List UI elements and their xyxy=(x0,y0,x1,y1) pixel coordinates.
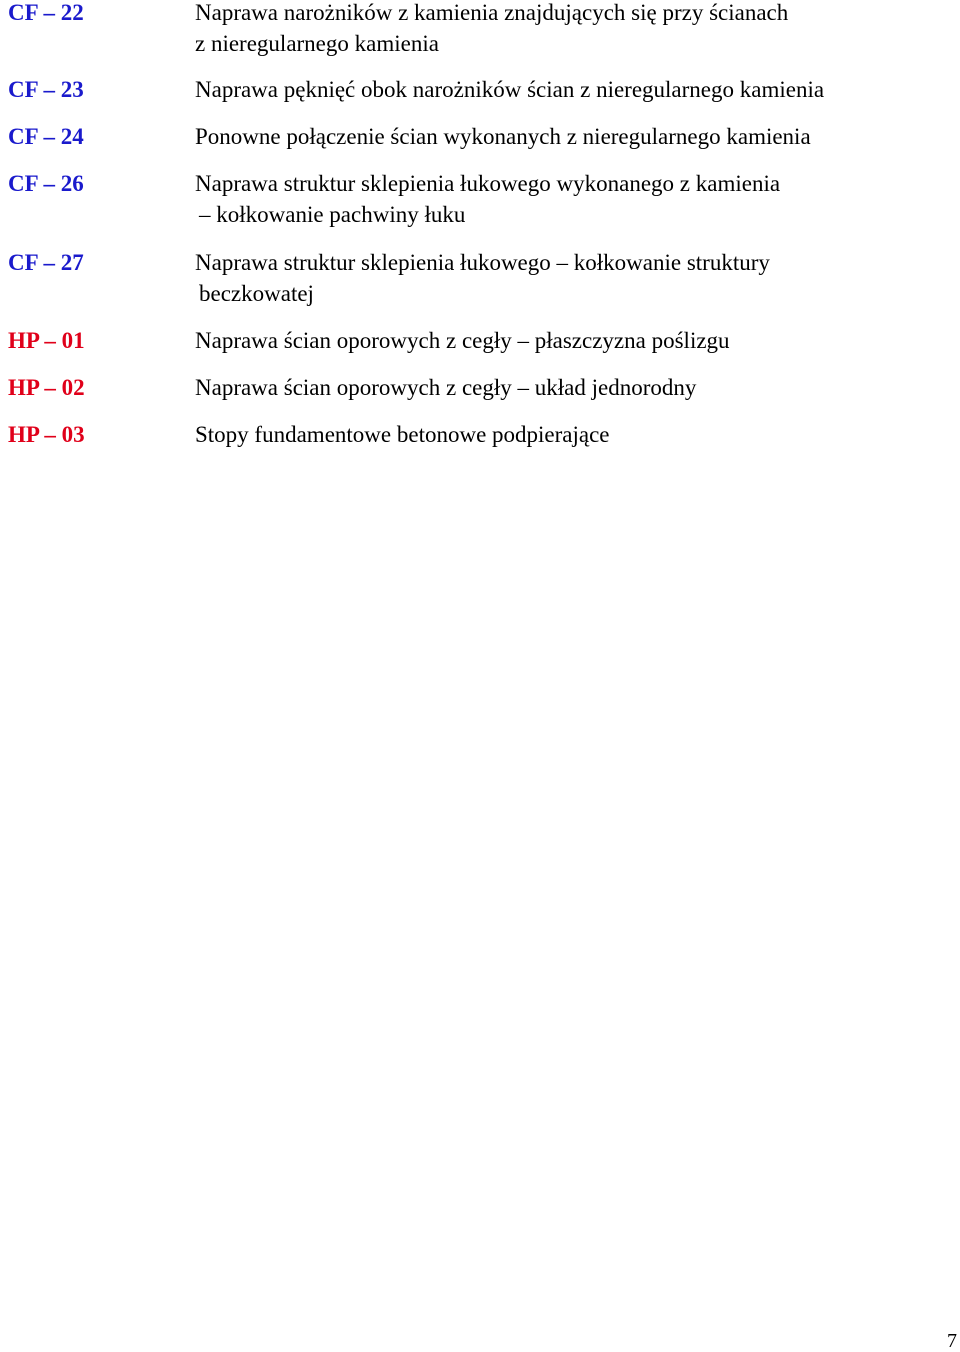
entry-description-line: z nieregularnego kamienia xyxy=(195,31,439,56)
entry-code: HP – 03 xyxy=(8,422,85,447)
entry-description-line: Naprawa struktur sklepienia łukowego wykonanego z kamienia xyxy=(195,171,781,196)
page-number: 7 xyxy=(947,1330,957,1352)
entry-code: HP – 02 xyxy=(8,375,85,400)
entry-description xyxy=(195,247,955,309)
entry-description xyxy=(195,372,955,403)
entry-code: CF – 23 xyxy=(8,77,84,102)
entry-code: CF – 22 xyxy=(8,0,84,25)
entry-description xyxy=(195,0,955,59)
entry-code: CF – 26 xyxy=(8,171,84,196)
entry-description xyxy=(195,325,955,356)
entry-description-line: Naprawa struktur sklepienia łukowego – kołkowanie struktury xyxy=(195,250,770,275)
entry-description-line: – kołkowanie pachwiny łuku xyxy=(199,202,466,227)
entry-description-line: Naprawa ścian oporowych z cegły – układ jednorodny xyxy=(195,375,697,400)
entry-description-line: Stopy fundamentowe betonowe podpierające xyxy=(195,422,610,447)
entry-description xyxy=(195,419,955,450)
entry-description xyxy=(195,168,955,230)
entry-description-line: Naprawa pęknięć obok narożników ścian z nieregularnego kamienia xyxy=(195,77,825,102)
entry-description xyxy=(195,121,955,152)
entry-description-line: Ponowne połączenie ścian wykonanych z nieregularnego kamienia xyxy=(195,124,811,149)
entry-description-line: Naprawa ścian oporowych z cegły – płaszczyzna poślizgu xyxy=(195,328,730,353)
entry-description-line: beczkowatej xyxy=(199,281,314,306)
entry-code: CF – 24 xyxy=(8,124,84,149)
entry-description xyxy=(195,74,955,105)
entry-code: CF – 27 xyxy=(8,250,84,275)
entry-code: HP – 01 xyxy=(8,328,85,353)
entry-description-line: Naprawa narożników z kamienia znajdujących się przy ścianach xyxy=(195,0,789,25)
